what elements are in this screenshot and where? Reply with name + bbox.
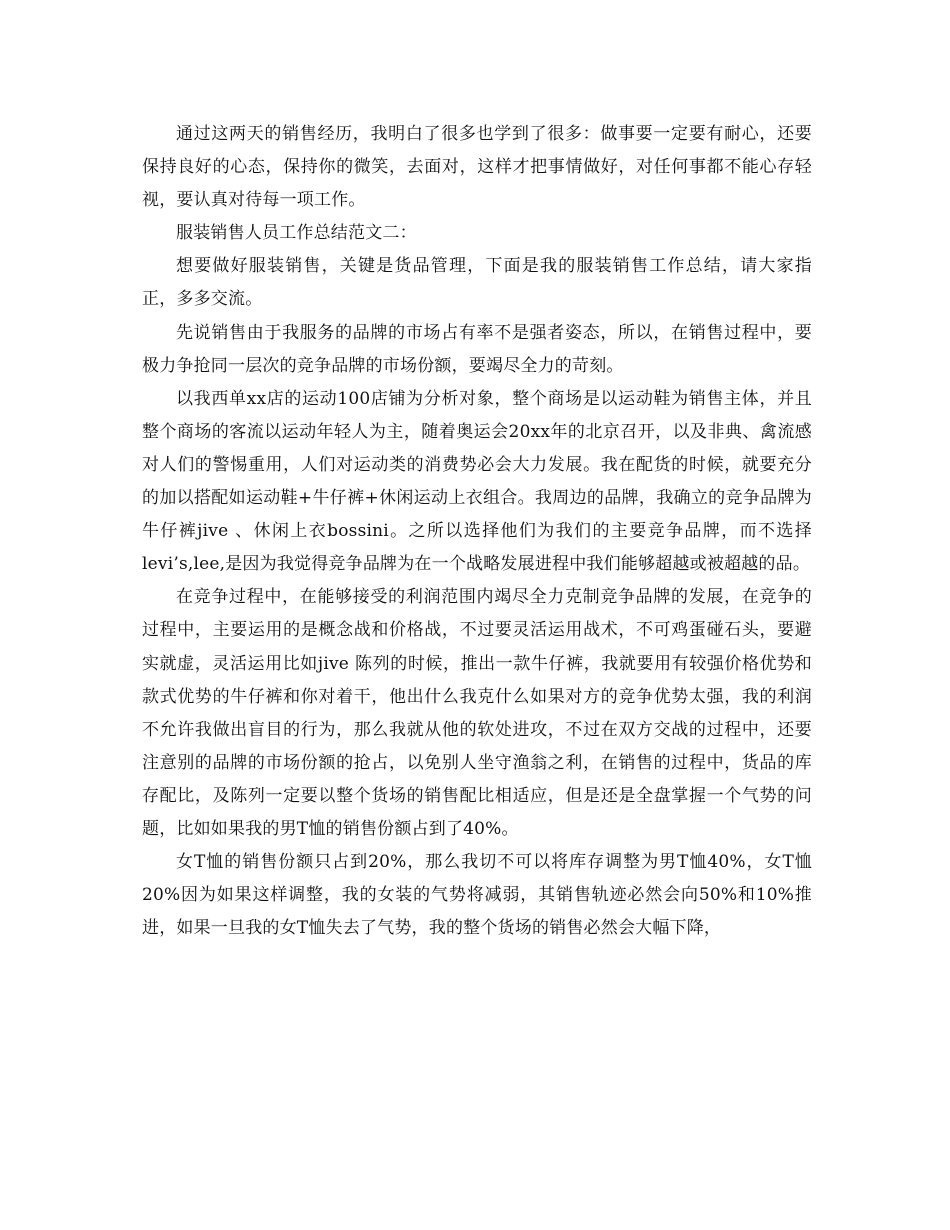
paragraph-6: 在竞争过程中，在能够接受的利润范围内竭尽全力克制竞争品牌的发展，在竞争的过程中，主要运用的是概念战和价格战，不过要灵活运用战术，不可鸡蛋碰石头，要避实就虚，灵活运用比如jive 陈列的时候，推出一款牛仔裤，我就要用有较强价格优势和款式优势的牛仔裤和你对着干，他出什么我克什么如果对方的竞争优势太强，我的利润不允许我做出盲目的行为，那么我就从他的软处进攻，不过在双方交战的过程中，还要注意别的品牌的市场份额的抢占，以免别人坐守渔翁之利，在销售的过程中，货品的库存配比，及陈列一定要以整个货场的销售配比相适应，但是还是全盘掌握一个气势的问题，比如如果我的男T恤的销售份额占到了40%。 <box>142 587 812 839</box>
paragraph-7: 女T恤的销售份额只占到20%，那么我切不可以将库存调整为男T恤40%，女T恤20%因为如果这样调整，我的女装的气势将减弱，其销售轨迹必然会向50%和10%推进，如果一旦我的女T恤失去了气势，我的整个货场的销售必然会大幅下降， <box>142 852 812 939</box>
paragraph-3: 想要做好服装销售，关键是货品管理，下面是我的服装销售工作总结，请大家指正，多多交流。 <box>142 256 812 310</box>
paragraph-5: 以我西单xx店的运动100店铺为分析对象，整个商场是以运动鞋为销售主体，并且整个商场的客流以运动年轻人为主，随着奥运会20xx年的北京召开，以及非典、禽流感对人们的警惕重用，人们对运动类的消费势必会大力发展。我在配货的时候，就要充分的加以搭配如运动鞋+牛仔裤+休闲运动上衣组合。我周边的品牌，我确立的竞争品牌为牛仔裤jive 、休闲上衣bossini。之所以选择他们为我们的主要竞争品牌，而不选择levi’s,lee,是因为我觉得竞争品牌为在一个战略发展进程中我们能够超越或被超越的品。 <box>142 388 812 575</box>
paragraph-4: 先说销售由于我服务的品牌的市场占有率不是强者姿态，所以，在销售过程中，要极力争抢同一层次的竞争品牌的市场份额，要竭尽全力的苛刻。 <box>142 322 812 376</box>
paragraph-2-heading: 服装销售人员工作总结范文二： <box>176 223 417 244</box>
document-body <box>142 118 812 945</box>
paragraph-1: 通过这两天的销售经历，我明白了很多也学到了很多：做事要一定要有耐心，还要保持良好的心态，保持你的微笑，去面对，这样才把事情做好，对任何事都不能心存轻视，要认真对待每一项工作。 <box>142 124 812 211</box>
